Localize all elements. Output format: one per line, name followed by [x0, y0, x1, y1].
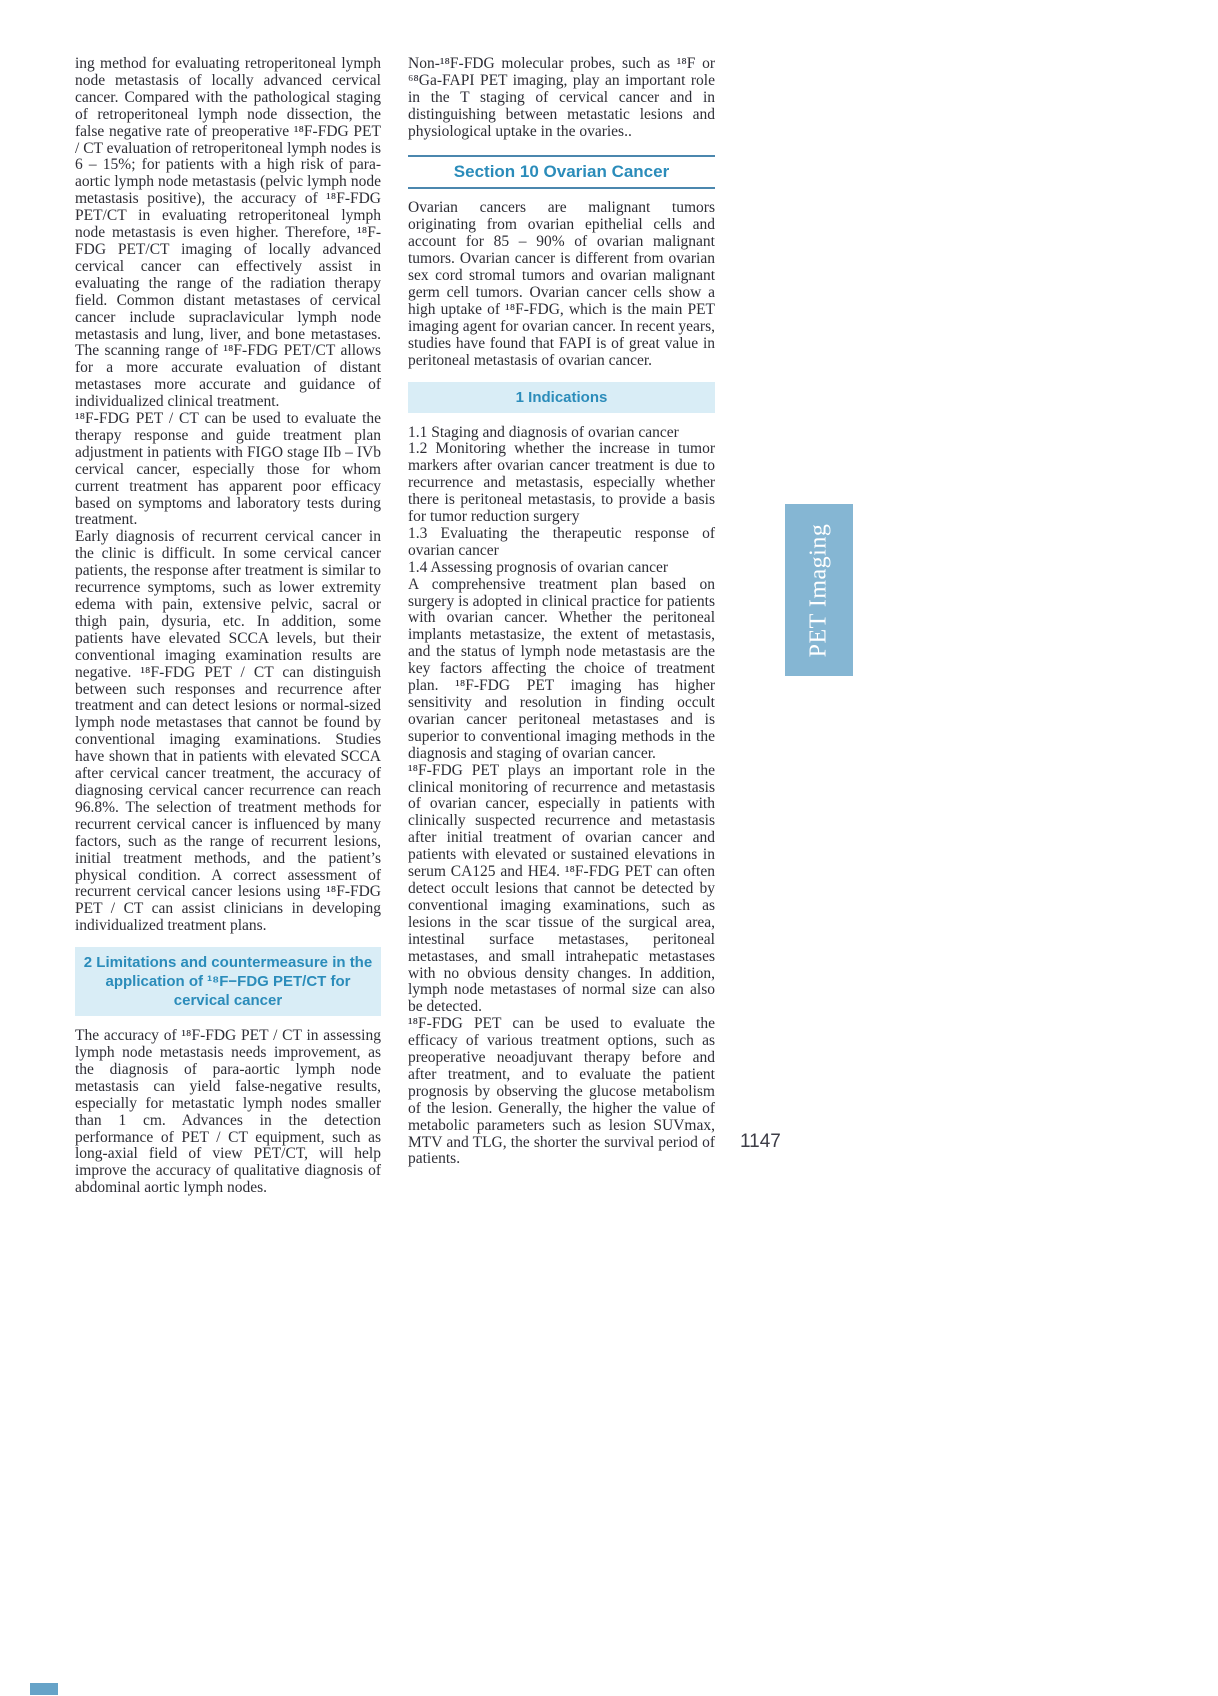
right-column	[408, 56, 715, 1168]
page-edge-mark	[30, 1683, 58, 1695]
body-paragraph: Early diagnosis of recurrent cervical cancer in the clinic is difficult. In some cervical cancer patients, the response after treatment is similar to recurrence symptoms, such as lower extremity edema with pain, extensive pelvic, sacral or thigh pain, dysuria, etc. In addition, some patients have elevated SCCA levels, but their conventional imaging examination results are negative. ¹⁸F-FDG PET / CT can distinguish between such responses and recurrence after treatment and can detect lesions or normal-sized lymph node metastases that cannot be found by conventional imaging examinations. Studies have shown that in patients with elevated SCCA after cervical cancer treatment, the accuracy of diagnosing cervical cancer recurrence can reach 96.8%. The selection of treatment methods for recurrent cervical cancer is influenced by many factors, such as the range of recurrent lesions, initial treatment methods, and the patient’s physical condition. A correct assessment of recurrent cervical cancer lesions using ¹⁸F-FDG PET / CT can assist clinicians in developing individualized treatment plans.	[75, 528, 381, 935]
body-paragraph: ¹⁸F-FDG PET / CT can be used to evaluate the therapy response and guide treatment plan adjustment in patients with FIGO stage IIb – IVb cervical cancer, especially those for whom current treatment has apparent poor efficacy based on symptoms and laboratory tests during treatment.	[75, 410, 381, 529]
body-paragraph: Non-¹⁸F-FDG molecular probes, such as ¹⁸F or ⁶⁸Ga-FAPI PET imaging, play an important role in the T staging of cervical cancer and in distinguishing between metastatic lesions and physiological uptake in the ovaries..	[408, 55, 715, 140]
body-paragraph: Ovarian cancers are malignant tumors originating from ovarian epithelial cells and account for 85 – 90% of ovarian malignant tumors. Ovarian cancer is different from ovarian sex cord stromal tumors and ovarian malignant germ cell tumors. Ovarian cancer cells show a high uptake of ¹⁸F-FDG, which is the main PET imaging agent for ovarian cancer. In recent years, studies have found that FAPI is of great value in peritoneal metastasis of ovarian cancer.	[408, 199, 715, 369]
chapter-thumb-tab	[785, 504, 853, 676]
section-heading-ovarian-cancer: Section 10 Ovarian Cancer	[408, 155, 715, 190]
body-paragraph: ¹⁸F-FDG PET plays an important role in the clinical monitoring of recurrence and metastasis of ovarian cancer, especially in patients with clinically suspected recurrence and metastasis after initial treatment of ovarian cancer and patients with elevated or sustained elevations in serum CA125 and HE4. ¹⁸F-FDG PET can often detect occult lesions that cannot be detected by conventional imaging examinations, such as lesions in the scar tissue of the surgical area, intestinal surface metastases, peritoneal metastases, and small intrahepatic metastases with no obvious density changes. In addition, lymph node metastases of normal size can also be detected.	[408, 761, 715, 1016]
indication-item: 1.1 Staging and diagnosis of ovarian cancer	[408, 423, 679, 441]
body-paragraph: The accuracy of ¹⁸F-FDG PET / CT in assessing lymph node metastasis needs improvement, as the diagnosis of para-aortic lymph node metastasis can yield false-negative results, especially for metastatic lymph nodes smaller than 1 cm. Advances in the detection performance of PET / CT equipment, such as long-axial field of view PET/CT, will help improve the accuracy of qualitative diagnosis of abdominal aortic lymph nodes.	[75, 1027, 381, 1197]
indication-item: 1.3 Evaluating the therapeutic response of ovarian cancer	[408, 524, 715, 559]
indication-item: 1.4 Assessing prognosis of ovarian cancer	[408, 558, 669, 576]
page-number: 1147	[740, 1131, 781, 1152]
body-paragraph: ing method for evaluating retroperitoneal lymph node metastasis of locally advanced cervical cancer. Compared with the pathological staging of retroperitoneal lymph node dissection, the false negative rate of preoperative ¹⁸F-FDG PET / CT evaluation of retroperitoneal lymph nodes is 6 – 15%; for patients with a high risk of para-aortic lymph node metastasis (pelvic lymph node metastasis positive), the accuracy of ¹⁸F-FDG PET/CT in evaluating retroperitoneal lymph node metastasis is even higher. Therefore, ¹⁸F-FDG PET/CT imaging of locally advanced cervical cancer can effectively assist in evaluating the range of the radiation therapy field. Common distant metastases of cervical cancer include supraclavicular lymph node metastasis and lung, liver, and bone metastases. The scanning range of ¹⁸F-FDG PET/CT allows for a more accurate evaluation of distant metastases more accurate and guidance of individualized clinical treatment.	[75, 55, 381, 411]
section-heading-limitations: 2 Limitations and countermeasure in the application of ¹⁸F−FDG PET/CT for cervical cancer	[75, 947, 381, 1016]
left-column	[75, 56, 381, 1197]
subsection-heading-indications: 1 Indications	[408, 382, 715, 413]
body-paragraph: ¹⁸F-FDG PET can be used to evaluate the efficacy of various treatment options, such as preoperative neoadjuvant therapy before and after treatment, and to evaluate the patient prognosis by observing the glucose metabolism of the lesion. Generally, the higher the value of metabolic parameters such as lesion SUVmax, MTV and TLG, the shorter the survival period of patients.	[408, 1015, 715, 1168]
body-paragraph: A comprehensive treatment plan based on surgery is adopted in clinical practice for patients with ovarian cancer. Whether the peritoneal implants metastasize, the extent of metastasis, and the status of lymph node metastasis are the key factors affecting the choice of treatment plan. ¹⁸F-FDG PET imaging has higher sensitivity and resolution in finding occult ovarian cancer peritoneal metastases and is superior to conventional imaging methods in the diagnosis and staging of ovarian cancer.	[408, 575, 715, 762]
indication-item: 1.2 Monitoring whether the increase in tumor markers after ovarian cancer treatment is due to recurrence and metastasis, especially whether there is peritoneal metastasis, to provide a basis for tumor reduction surgery	[408, 440, 715, 526]
chapter-thumb-tab-label: PET Imaging	[805, 523, 832, 657]
